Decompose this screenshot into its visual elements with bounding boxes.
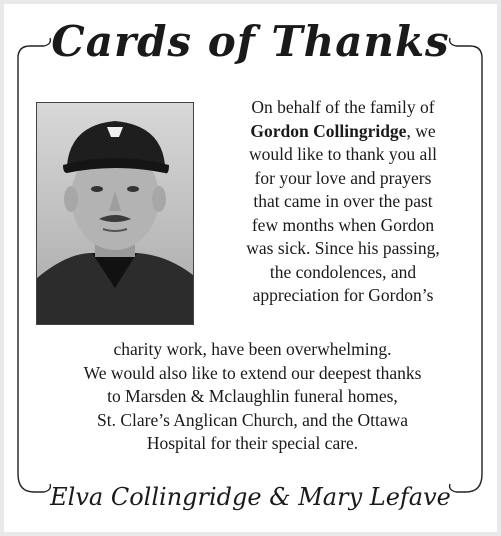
message-line: On behalf of the family of [251,97,435,117]
message-line [202,120,484,144]
message-line: few months when Gordon [251,214,435,235]
message-line: appreciation for Gordon’s [252,285,434,305]
page-title: Cards of Thanks [51,17,450,66]
message-text-full [22,338,483,456]
message-line: for your love and prayers [254,167,432,188]
card-of-thanks [4,4,497,532]
message-line: would like to thank you all [248,144,438,164]
signature: Elva Collingridge & Mary Lefave [50,483,451,511]
message-line: charity work, have been overwhelming. [113,339,392,359]
message-text-right [202,96,484,308]
message-line: the condolences, and [269,261,417,282]
message-line: St. Clare’s Anglican Church, and the Ottawa [96,409,409,430]
portrait-photo [36,102,194,325]
deceased-name: Gordon Collingridge [250,120,407,141]
message-line: We would also like to extend our deepest thanks [83,362,422,383]
message-line: was sick. Since his passing, [246,238,440,258]
message-line: to Marsden & Mclaughlin funeral homes, [107,386,398,406]
message-line-suffix: , we [406,120,436,141]
message-line: that came in over the past [253,191,433,211]
message-line: Hospital for their special care. [146,433,359,453]
portrait-image [37,103,193,324]
